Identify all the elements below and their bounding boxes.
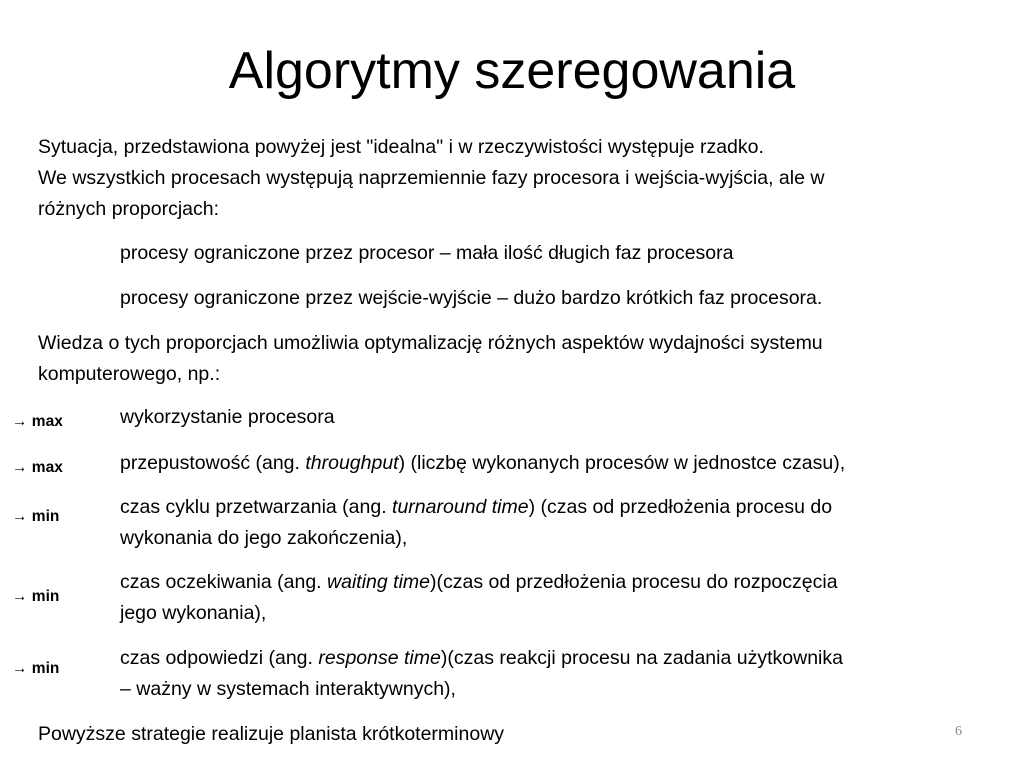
criterion-goal-tag: → min: [12, 660, 60, 677]
criterion-goal-tag: → min: [12, 508, 60, 525]
criterion-english-term: turnaround time: [392, 496, 529, 518]
criterion-text: czas cyklu przetwarzania (ang.: [120, 496, 393, 518]
knowledge-line-2: komputerowego, np.:: [38, 363, 221, 385]
slide-number: 6: [955, 724, 962, 739]
criterion-text: czas odpowiedzi (ang.: [120, 647, 319, 669]
criterion-text: wykorzystanie procesora: [120, 406, 335, 428]
criterion-text: )(czas reakcji procesu na zadania użytkownika: [440, 647, 843, 669]
criterion-english-term: throughput: [305, 452, 399, 474]
criterion-goal-tag: → max: [12, 413, 63, 430]
criterion-text: czas oczekiwania (ang.: [120, 571, 328, 593]
criterion-waiting-time: [120, 567, 838, 598]
slide-title: Algorytmy szeregowania: [228, 42, 796, 100]
knowledge-line-1: Wiedza o tych proporcjach umożliwia optymalizację różnych aspektów wydajności systemu: [38, 332, 823, 354]
conclusion: Powyższe strategie realizuje planista krótkoterminowy: [38, 723, 505, 745]
criterion-goal-tag: → min: [12, 588, 60, 605]
criterion-throughput: [120, 448, 845, 479]
intro-line-1: Sytuacja, przedstawiona powyżej jest "idealna" i w rzeczywistości występuje rzadko.: [38, 136, 764, 158]
criterion-cpu-utilization: [120, 402, 335, 433]
criterion-goal-tag: → max: [12, 459, 63, 476]
criterion-text: ) (liczbę wykonanych procesów w jednostce czasu),: [398, 452, 846, 474]
criterion-response-time-cont: – ważny w systemach interaktywnych),: [120, 678, 456, 700]
criterion-text: ) (czas od przedłożenia procesu do: [528, 496, 833, 518]
process-type-cpu-bound: procesy ograniczone przez procesor – mała ilość długich faz procesora: [120, 242, 734, 264]
intro-line-3: różnych proporcjach:: [38, 198, 220, 220]
criterion-waiting-time-cont: jego wykonania),: [120, 602, 267, 624]
criterion-response-time: [120, 643, 843, 674]
criterion-text: przepustowość (ang.: [120, 452, 306, 474]
criterion-english-term: response time: [318, 647, 441, 669]
intro-line-2: We wszystkich procesach występują naprzemiennie fazy procesora i wejścia-wyjścia, ale w: [38, 167, 825, 189]
process-type-io-bound: procesy ograniczone przez wejście-wyjście – dużo bardzo krótkich faz procesora.: [120, 287, 823, 309]
criterion-turnaround-time: [120, 492, 832, 523]
criterion-turnaround-time-cont: wykonania do jego zakończenia),: [120, 527, 408, 549]
criterion-text: )(czas od przedłożenia procesu do rozpoczęcia: [430, 571, 838, 593]
criterion-english-term: waiting time: [327, 571, 430, 593]
